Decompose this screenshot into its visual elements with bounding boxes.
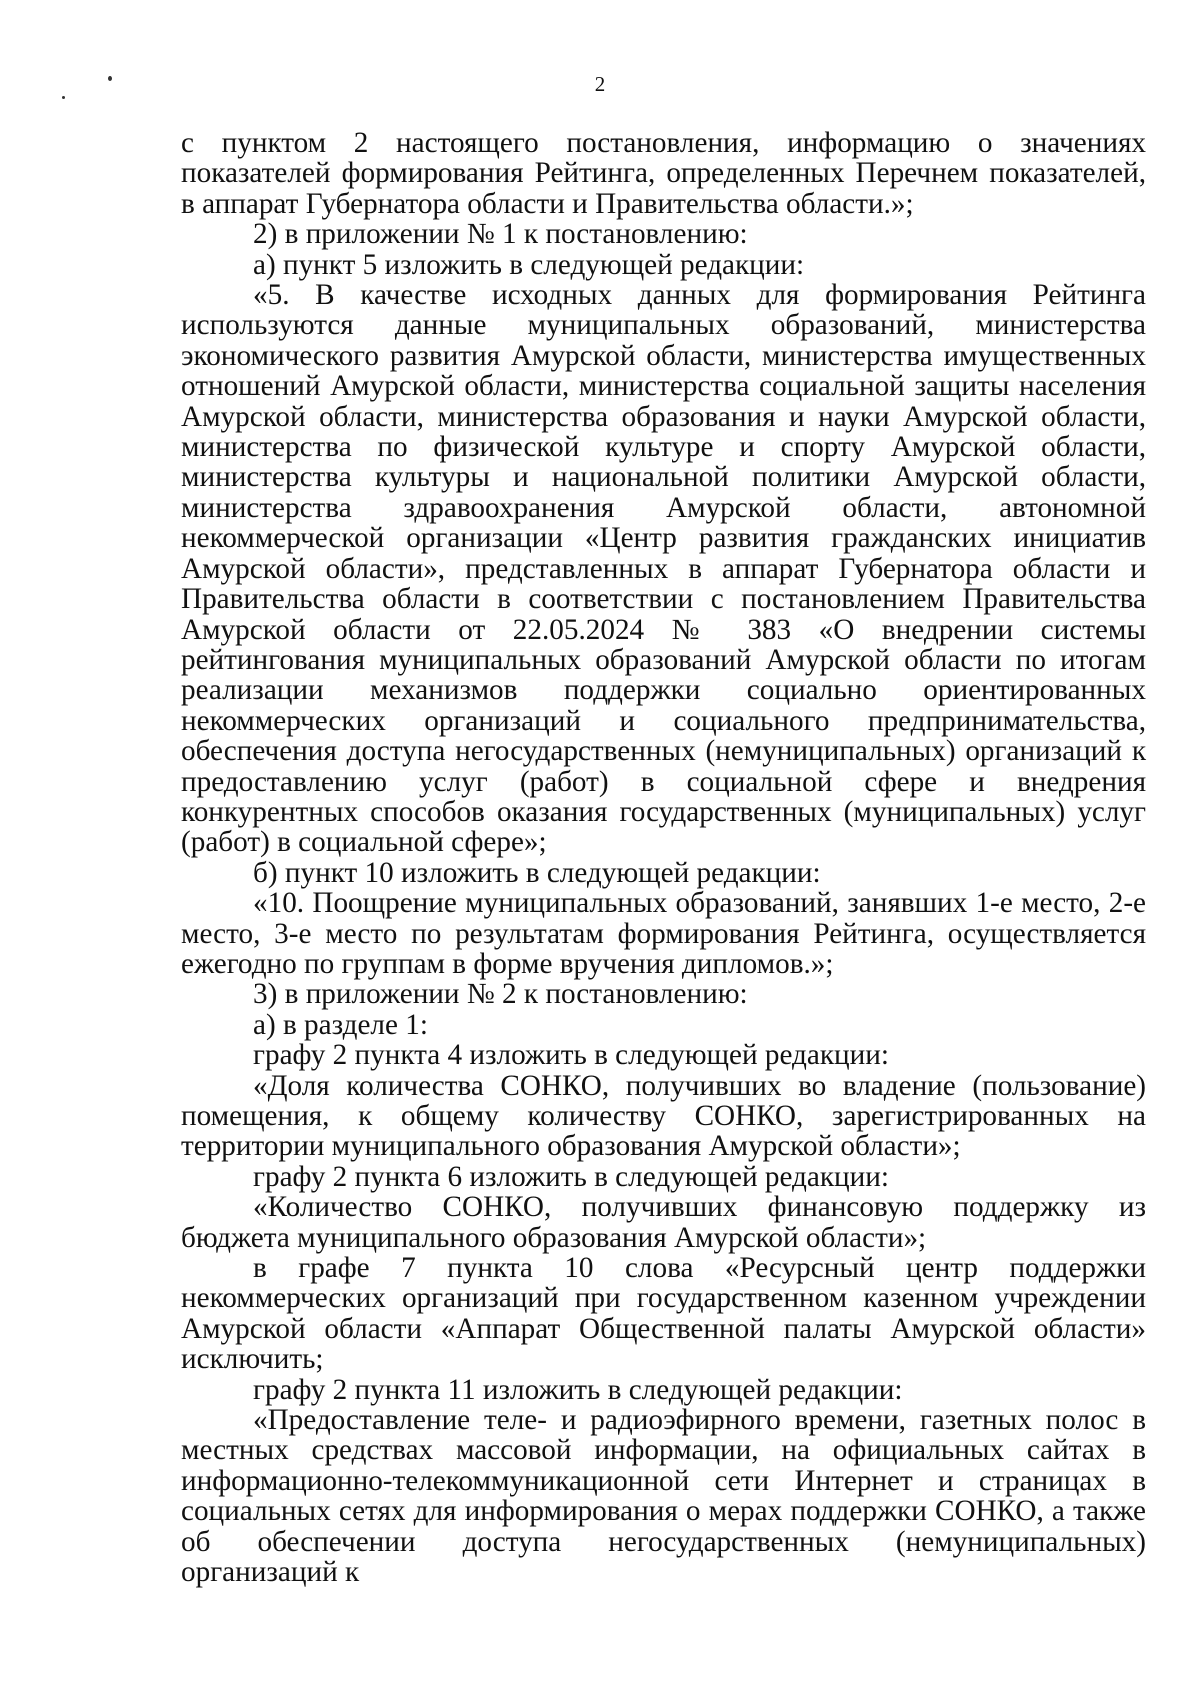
document-body [181,128,1146,1588]
page-number: 2 [594,72,606,96]
scan-speck [108,76,112,81]
paragraph: а) пункт 5 изложить в следующей редакции: [253,248,805,281]
paragraph: графу 2 пункта 11 изложить в следующей редакции: [253,1373,903,1406]
paragraph: 2) в приложении № 1 к постановлению: [253,218,748,251]
scan-speck [62,96,65,99]
paragraph: графу 2 пункта 4 изложить в следующей редакции: [253,1039,889,1072]
paragraph: «Доля количества СОНКО, получивших во владение (пользование) помещения, к общему количеству СОНКО, зарегистрированных на территории муниципального образования Амурской области»; [181,1069,1146,1163]
paragraph: 3) в приложении № 2 к постановлению: [253,978,748,1011]
paragraph: «Количество СОНКО, получивших финансовую поддержку из бюджета муниципального образования Амурской области»; [181,1191,1146,1254]
paragraph: «10. Поощрение муниципальных образований, занявших 1-е место, 2-е место, 3-е место по результатам формирования Рейтинга, осуществляется ежегодно по группам в форме вручения дипломов.»; [181,887,1146,980]
paragraph: с пунктом 2 настоящего постановления, информацию о значениях показателей формирования Рейтинга, определенных Перечнем показателей, в аппарат Губернатора области и Правительства области.»; [181,127,1146,220]
paragraph: «5. В качестве исходных данных для формирования Рейтинга используются данные муниципальных образований, министерства экономического развития Амурской области, министерства имущественных отношений Амурской области, министерства социальной защиты населения Амурской области, министерства образования и науки Амурской области, министерства по физической культуре и спорту Амурской области, министерства культуры и национальной политики Амурской области, министерства здравоохранения Амурской области, автономной некоммерческой организации «Центр развития гражданских инициатив Амурской области», представленных в аппарат Губернатора области и Правительства области в соответствии с постановлением Правительства Амурской области от 22.05.2024 № 383 «О внедрении системы рейтингования муниципальных образований Амурской области по итогам реализации механизмов поддержки социально ориентированных некоммерческих организаций и социального предпринимательства, обеспечения доступа негосударственных (немуниципальных) организаций к предоставлению услуг (работ) в социальной сфере и внедрения конкурентных способов оказания государственных (муниципальных) услуг (работ) в социальной сфере»; [181,279,1146,859]
paragraph: «Предоставление теле- и радиоэфирного времени, газетных полос в местных средствах массовой информации, на официальных сайтах в информационно-телекоммуникационной сети Интернет и страницах в социальных сетях для информирования о мерах поддержки СОНКО, а также об обеспечении доступа негосударственных (немуниципальных) организаций к [181,1404,1146,1589]
paragraph: в графе 7 пункта 10 слова «Ресурсный центр поддержки некоммерческих организаций при государственном казенном учреждении Амурской области «Аппарат Общественной палаты Амурской области» исключить; [181,1252,1146,1376]
paragraph: а) в разделе 1: [253,1008,428,1041]
paragraph: графу 2 пункта 6 изложить в следующей редакции: [253,1160,889,1193]
paragraph: б) пункт 10 изложить в следующей редакции: [253,856,821,889]
